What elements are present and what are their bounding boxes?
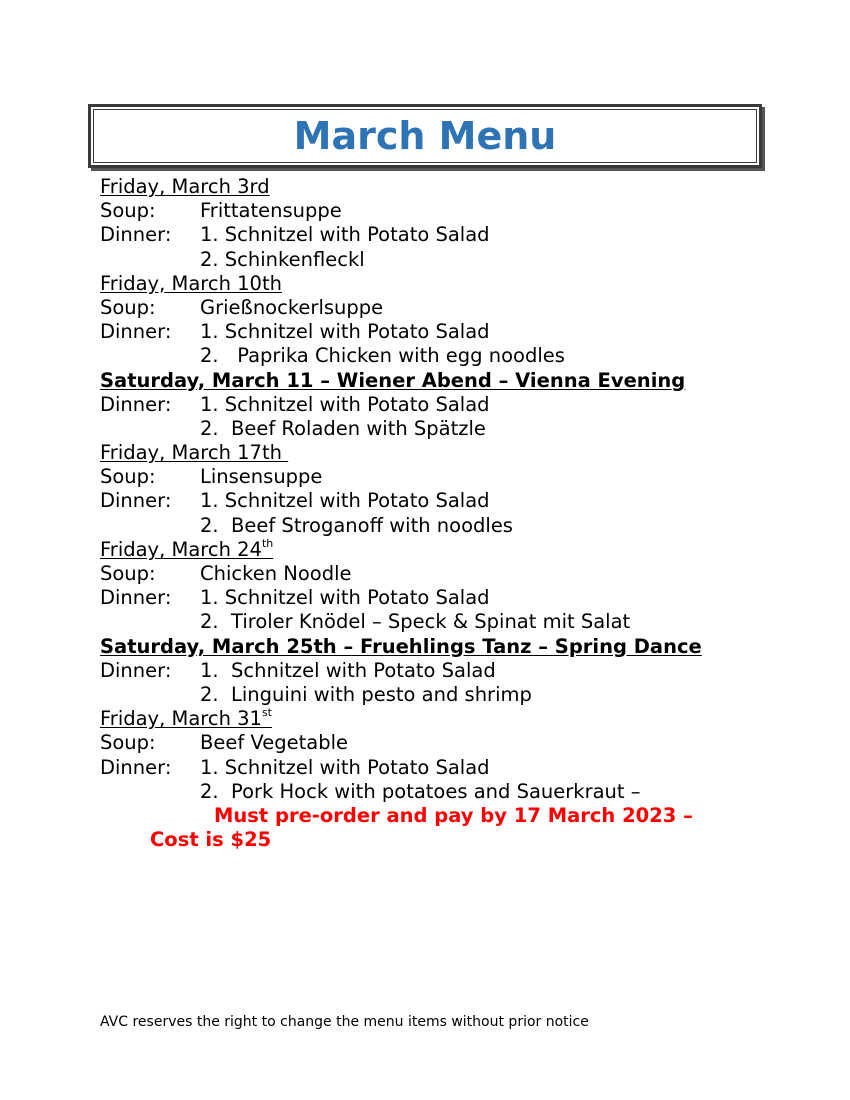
dinner-item: 1. Schnitzel with Potato Salad — [200, 320, 490, 344]
soup-value: Linsensuppe — [200, 465, 323, 489]
dinner-item: 2. Pork Hock with potatoes and Sauerkraut – — [200, 779, 641, 803]
dinner-item: 1. Schnitzel with Potato Salad — [200, 586, 490, 610]
section-heading: Saturday, March 25th – Fruehlings Tanz – Spring Dance — [100, 634, 702, 658]
soup-label: Soup: — [100, 731, 156, 755]
dinner-label: Dinner: — [100, 755, 172, 779]
soup-line — [100, 562, 800, 586]
dinner-line — [100, 489, 800, 513]
soup-value: Frittatensuppe — [200, 199, 342, 223]
footer-disclaimer: AVC reserves the right to change the menu items without prior notice — [100, 1014, 589, 1030]
dinner-item: 1. Schnitzel with Potato Salad — [200, 658, 496, 682]
soup-value: Beef Vegetable — [200, 731, 349, 755]
dinner-item: 2. Tiroler Knödel – Speck & Spinat mit Salat — [200, 610, 631, 634]
soup-line — [100, 465, 800, 489]
section-heading: Friday, March 10th — [100, 271, 282, 295]
soup-line — [100, 199, 800, 223]
dinner-label: Dinner: — [100, 489, 172, 513]
dinner-item: 1. Schnitzel with Potato Salad — [200, 755, 490, 779]
title-box — [88, 104, 762, 168]
dinner-label: Dinner: — [100, 223, 172, 247]
ordinal-suffix: st — [261, 706, 272, 720]
soup-value: Chicken Noodle — [200, 562, 352, 585]
dinner-label: Dinner: — [100, 586, 172, 610]
soup-line — [100, 296, 800, 320]
soup-line — [100, 731, 800, 755]
section-heading: Friday, March 31st — [100, 706, 272, 731]
soup-value: Grießnockerlsuppe — [200, 295, 384, 319]
section-heading: Friday, March 24th — [100, 536, 274, 561]
soup-label: Soup: — [100, 562, 156, 585]
dinner-item: 2. Schinkenfleckl — [200, 247, 365, 271]
dinner-item: 1. Schnitzel with Potato Salad — [200, 489, 490, 513]
dinner-item: 1. Schnitzel with Potato Salad — [200, 223, 490, 247]
dinner-line — [100, 393, 800, 417]
dinner-line — [100, 320, 800, 344]
dinner-item: 2. Paprika Chicken with egg noodles — [200, 344, 565, 368]
dinner-label: Dinner: — [100, 392, 172, 416]
soup-label: Soup: — [100, 199, 156, 223]
dinner-label: Dinner: — [100, 658, 172, 682]
ordinal-suffix: th — [261, 536, 274, 550]
page-title: March Menu — [293, 114, 557, 158]
dinner-item: 2. Beef Roladen with Spätzle — [200, 416, 486, 440]
soup-label: Soup: — [100, 465, 156, 489]
dinner-line — [100, 223, 800, 247]
dinner-item: 2. Linguini with pesto and shrimp — [200, 682, 532, 706]
dinner-line — [100, 756, 800, 780]
section-heading: Friday, March 17th — [100, 441, 289, 465]
menu-list — [100, 175, 800, 852]
soup-label: Soup: — [100, 295, 156, 319]
dinner-item: 2. Beef Stroganoff with noodles — [200, 513, 513, 537]
section-heading: Saturday, March 11 – Wiener Abend – Vienna Evening — [100, 368, 686, 392]
cost-notice: Cost is $25 — [150, 828, 272, 852]
dinner-item: 1. Schnitzel with Potato Salad — [200, 392, 490, 416]
section-heading: Friday, March 3rd — [100, 175, 270, 198]
dinner-line — [100, 659, 800, 683]
dinner-label: Dinner: — [100, 320, 172, 344]
dinner-line — [100, 586, 800, 610]
preorder-notice: Must pre-order and pay by 17 March 2023 – — [214, 803, 693, 827]
